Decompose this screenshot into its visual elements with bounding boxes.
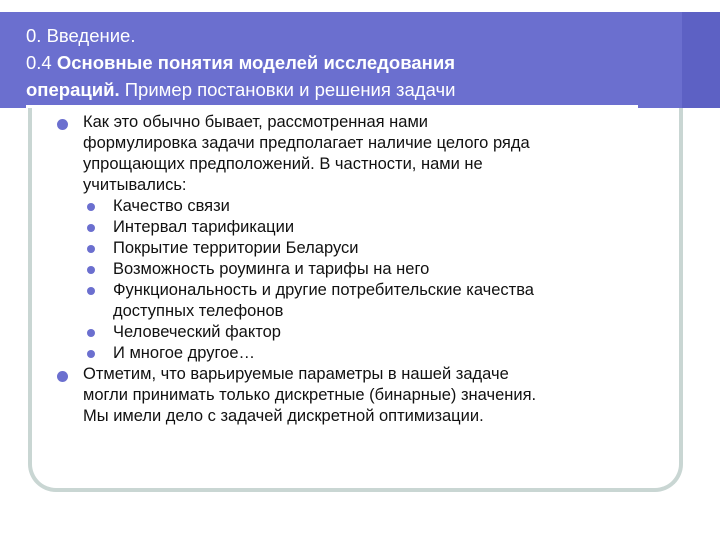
sub-item-7: [56, 343, 656, 364]
sub-item-3: [56, 238, 656, 259]
sub-item-2: [56, 217, 656, 238]
bullet-item-2-line-3: Мы имели дело с задачей дискретной оптимизации.: [83, 407, 484, 425]
bullet-icon: [87, 350, 95, 358]
title-bar-tab: [682, 12, 720, 108]
bullet-icon: [57, 119, 68, 130]
bullet-item-1: [56, 112, 656, 196]
sub-item-5-line-2: доступных телефонов: [113, 302, 284, 320]
bullet-icon: [87, 245, 95, 253]
sub-item-1-text: Качество связи: [113, 197, 230, 215]
title-bar: [0, 12, 720, 108]
title-line-3-rest: Пример постановки и решения задачи: [119, 79, 456, 100]
bullet-item-1-line-3: упрощающих предположений. В частности, нами не: [83, 155, 483, 173]
title-underline: [26, 105, 638, 108]
bullet-item-2: [56, 364, 656, 427]
title-line-1: 0. Введение.: [26, 25, 136, 46]
sub-item-4-text: Возможность роуминга и тарифы на него: [113, 260, 430, 278]
sub-item-4: [56, 259, 656, 280]
slide-content: [56, 112, 656, 427]
bullet-item-2-line-2: могли принимать только дискретные (бинарные) значения.: [83, 386, 537, 404]
sub-item-5: [56, 280, 656, 322]
bullet-icon: [87, 224, 95, 232]
bullet-item-1-line-1: Как это обычно бывает, рассмотренная нами: [83, 113, 429, 131]
bullet-item-1-line-2: формулировка задачи предполагает наличие целого ряда: [83, 134, 530, 152]
title-line-3: [26, 76, 455, 103]
bullet-item-1-line-4: учитывались:: [83, 176, 187, 194]
sub-item-1: [56, 196, 656, 217]
title-line-2-bold: Основные понятия моделей исследования: [56, 52, 455, 73]
sub-item-6: [56, 322, 656, 343]
bullet-icon: [87, 203, 95, 211]
sub-item-3-text: Покрытие территории Беларуси: [113, 239, 359, 257]
sub-item-6-text: Человеческий фактор: [113, 323, 281, 341]
sub-item-7-text: И многое другое…: [113, 344, 256, 362]
bullet-item-2-line-1: Отметим, что варьируемые параметры в нашей задаче: [83, 365, 509, 383]
title-line-2-prefix: 0.4: [26, 52, 57, 73]
sub-item-2-text: Интервал тарификации: [113, 218, 295, 236]
bullet-icon: [57, 371, 68, 382]
bullet-icon: [87, 266, 95, 274]
bullet-icon: [87, 329, 95, 337]
title-line-2: [26, 49, 455, 76]
title-line-3-bold: операций.: [26, 79, 120, 100]
bullet-icon: [87, 287, 95, 295]
sub-item-5-line-1: Функциональность и другие потребительские качества: [113, 281, 534, 299]
slide-title: [26, 22, 455, 103]
